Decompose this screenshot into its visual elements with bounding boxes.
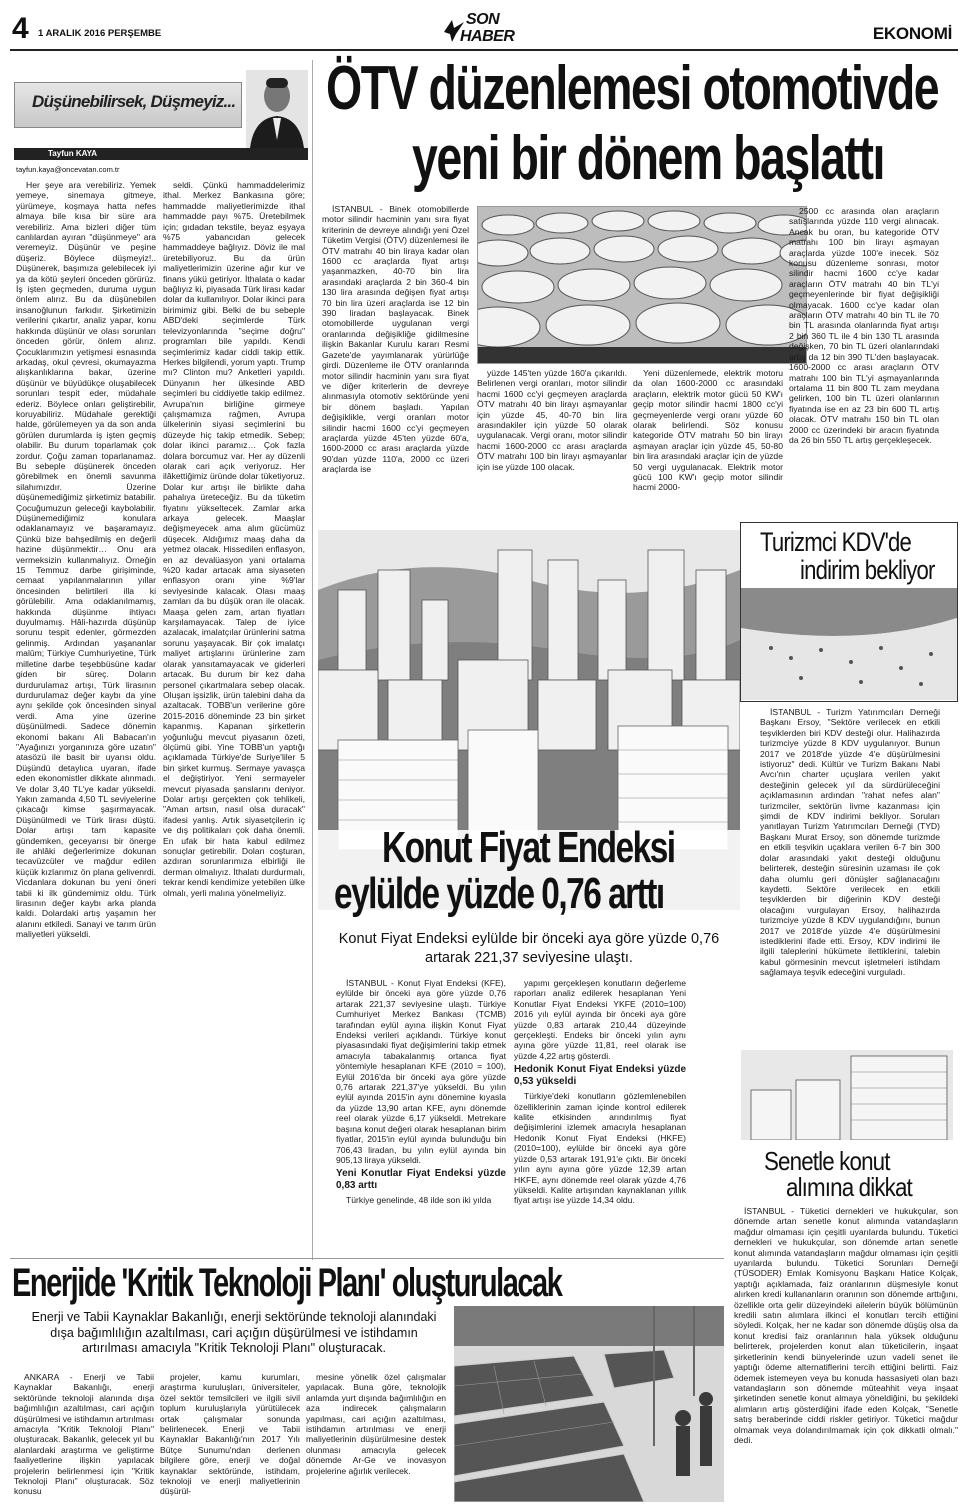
page-number: 4 bbox=[12, 12, 29, 45]
column-body-1 bbox=[16, 180, 156, 1232]
konut-headline-1: Konut Fiyat Endeksi bbox=[382, 823, 675, 872]
konut-subhead: Konut Fiyat Endeksi eylülde bir önceki aya göre yüzde 0,76 artarak 221,37 seviyesine ulaştı. bbox=[338, 931, 720, 966]
senet-body bbox=[734, 1206, 958, 1502]
otv-text-1: İSTANBUL - Binek otomobillerde motor silindir hacminin yanı sıra fiyat kriterinin de devreye alındığı yeni Özel Tüketim Vergisi (ÖTV) düzenlemesi ile ÖTV matrahı 40 bin liraya kadar olan 1600 cc araçlarda fiyat artışı yaşanmazken, 40-70 bin lira arasındaki araçlarda 2 bin 360-4 bin 130 lira arasında değişen fiyat artışı 70 bin lira üzeri araçlarda ise 12 bin 390 liradan başlayacak. Binek otomobillerde uygulanan vergi oranlarında değişikliğe gidilmesine ilişkin Bakanlar Kurulu kararı Resmi Gazete'de yayımlanarak yürürlüğe girdi. Düzenleme ile ÖTV oranlarında motor silindir hacminin yanı sıra fiyat ve diğer kriterlerin de devreye alınmasıyla otomotiv sektöründe yeni bir dönem başladı. Yapılan değişiklikle, vergi oranları motor silindir hacmi 1600 cc'yi geçmeyen araçlarda yüzde 45'ten yüzde 60'a, 1600-2000 cc arası araçlarda yüzde 90'dan yüzde 110'a, 2000 cc üzeri araçlarda ise bbox=[322, 204, 469, 475]
housing-photo bbox=[741, 1050, 953, 1140]
turizm-text: İSTANBUL - Turizm Yatırımcıları Derneği Başkanı Ersoy, "Sektöre verilecek en etkili teşviklerden biri KDV desteği olur. Halihazırda turizmciye yüzde 8 KDV uygulanıyor. Bunun 2017 ve 2018'de yüzde 4'e düşürülmesini istiyoruz" dedi. Kültür ve Turizm Bakanı Nabi Avcı'nın charter uçuşlara verilen yakıt desteğinin gelecek yıl da sürdürüleceğini açıklamasının ardından "rahat nefes alan" turizmciler, sektörün livme kazanması için şimdi de KDV indirimi bekliyor. Soruları yanıtlayan Turizm Yatırımcıları Derneği (TYD) Başkanı Murat Ersoy, son dönemde turizmde en etkili teşvikin uçaklara verilen 6-7 bin 300 dolar arasındaki yakıt desteği olduğunu belirterek, desteğin süresinin uzaması ile çok daha olumlu geri dönüşler sağlanacağını kaydetti. Sektöre verilecek en etkili teşviklerden bir diğerinin KDV desteği olacağını vurgulayan Ersoy, halihazırda turizmciye yüzde 8 KDV uygulandığını, bunun 2017 ve 2018'de yüzde 4'e düşürülmesini istediklerini ifade etti. Ersoy, KDV indirimi ile ilgili taleplerini hükümete ilettiklerini, talebin kabul görmesinin mevcut işletmeleri istihdam sağlamaya teşvik edeceğini vurguladı. bbox=[760, 707, 940, 978]
cars-photo bbox=[477, 206, 807, 364]
column-header bbox=[14, 70, 306, 160]
senet-text: İSTANBUL - Tüketici dernekleri ve hukukçular, son dönemde artan senetle konut alımında vatandaşların mağdur olmaması için çeşitli uyarılarda bulundu. Tüketici dernekleri ve hukukçular, son dönemde artan senetle konut alımında vatandaşların mağdur olmaması için çeşitli uyarılarda bulundu. Tüketici Sorunları Derneği (TÜSODER) Emlak Komisyonu Başkanı Hatice Kolçak, yaptığı açıklamada, faiz oranlarının düşmesiyle konut alırken kredi kullananların oranının son dönemde arttığını, özellikle orta gelir düzeyindeki ailelerin büyük bölümünün kredili satın alımlara ilkinci el konutları tercih ettiğini söyledi. Kolçak, her ne kadar son dönemde düşüş olsa da konut kredisi faiz oranlarının hala yüksek olduğunu belirterek, projelerden konut alan tüketicilerin, inşaat şirketlerinin kendi bünyelerinde uzun vadeli senet ile yaptığı ödeme alternatiflerini tercih ettiğini belirtti. Faiz ödemek istemeyen veya bu konuda hassasiyeti olan bazı vatandaşların son dönemde müteahhit veya inşaat şirketinden senetle konut almaya yöneldiğini, bu şekildeki alımların artış gösterdiğini ifade eden Kolçak, "Senetle satış beraberinde ciddi riskler getiriyor. Tüketici mağdur olmamak veya dolandırılmamak için çok dikkatli olmalı." dedi. bbox=[734, 1206, 958, 1445]
logo-bottom: HABER bbox=[460, 28, 515, 45]
enerji-top-rule bbox=[10, 1258, 724, 1259]
author-email: tayfun.kaya@oncevatan.com.tr bbox=[16, 165, 120, 174]
senet-headline-2: alımına dikkat bbox=[786, 1172, 912, 1202]
author-photo bbox=[246, 70, 308, 148]
column-text-1: Her şeye ara verebiliriz. Yemek yemeye, sinemaya gitmeye, yürümeye, koşmaya hatta nefes almaya bile kısa bir süre ara verebiliriz. Ama bizleri diğer tüm canlılardan ayıran "düşünmeye" ara veremeyiz. Düşünür ve peşine düşeriz. Böylece düşmeyiz!.. Düşünerek, başımıza gelebilecek iyi ya da kötü şeyleri önceden görürüz. İş işten geçmeden, duruma uygun önlem alırız. Bu da düşünebilen insanoğlunun farkıdır. Şirketimizin verilerini çıkartır, analiz yapar, konu hakkında düşünür ve olası sorunları önceden görür, önlem alırız. Çocuklarımızın yetişmesi esnasında arkadaş, okul çevresi, okumayazma alışkanlıklarına bakar, üzerine düşünür ve büyüdükçe oluşabilecek sorunları tespit eder, müdahale ederiz. Böylece onları geliştirebilir, koruyabiliriz. Müdahale gerektiği halde, görülemeyen ya da son anda görülen durumlarda iş işten geçmiş olabilir. Bu durum toparlamak çok zordur. Çoğu zaman toparlanamaz. Bu sebeple düşünerek önceden görebilmek en önemli savunma silahımızdır. Üzerine düşünemediğimiz şirketimiz batabilir. Çocuğumuzun geleceği kaybolabilir. Düşünemediğimiz konulara odaklanamayız ve başaramayız. Çünkü bize bahşedilmiş en değerli hazine düşünmektir… Onu ara vermeksizin kullanmalıyız. Örneğin 15 Temmuz darbe girişiminde, cemaat yapılanmalarının yıllar öncesinden belirtileri illa ki görülebilir. Ama odaklanılmamış, hakkında düşünme ihtiyacı duyulmamış. Hâli-hazırda düşünüp sorunu tespit edenler, görmezden gelinmiş. Ardından yaşananlar malûm; Türkiye Cumhuriyetine, Türk milletine darbe teşebbüsüne kadar giden bir süreç. Doların durdurulamaz artışı, Türk lirasının durdurulamaz değer kaybı da yine aynı şekilde çok öncesinden sinyal verdi. Ama yine üzerine düşünülmedi. Sadece dönemin ekonomi bakanı Ali Babacan'ın "Ayağınızı yorganınıza göre uzatın" atasözü ile basit bir uyarısı oldu. Düşündü detaylıca uyaran, ifade eden ekonomistler dikkate alınmadı. Ve dolar 3,40 TL'ye kadar yükseldi. Yakın zamanda 4,50 TL seviyelerine çıkacağı kimse şaşırmayacak. Düşünülmedi ve Türk lirası düştü. Dolar artışı tam kapasite gündemken, geceyarısı bir önerge ile ahlâki değerlerimize dokunan tecavüzcüler ve mağdur edilen küçük kızlarımız ön plana gelivenrdi. Vicdanlara dokunan bu yeni öneri tabii ki ilk gündemimiz oldu. Türk lirasının değer kaybı arka planda kaldı. Dolardaki artış yaşamın her alanını etkiledi. Sanayi ve tarım ürün maliyetleri yükseldi. bbox=[16, 180, 156, 940]
page-header bbox=[0, 0, 968, 52]
enerji-col-2 bbox=[160, 1372, 300, 1502]
turizm-headline-2: indirim bekliyor bbox=[800, 555, 935, 585]
otv-text-2: yüzde 145'ten yüzde 160'a çıkarıldı. Belirlenen vergi oranları, motor silindir hacmi 1600 cc'yi geçmeyen araçlarda ÖTV matrahı 40 bin lirayı aşmayanlar için yüzde 45, 40-70 bin lira arasındakiler için yüzde 50 olarak uygulanacak. Vergi oranı, motor silindir hacmi 1600-2000 cc arası araçlarda ÖTV matrahı 100 bin lirayı aşmayanlar için ise yüzde 100 olacak. bbox=[477, 368, 627, 472]
enerji-col-3 bbox=[306, 1372, 446, 1502]
newspaper-logo bbox=[442, 12, 526, 48]
enerji-text-3: mesine yönelik özel çalışmalar yapılacak. Buna göre, teknolojik anlamda yurt dışında bağımlılığın en aza indirecek çalışmaların yapılması, cari açığın azaltılması, istihdamın artırılması ve enerji maliyetlerinin düşürülmesine destek olunması amacıyla gelecek dönemde Ar-Ge ve inovasyon projelerine ağırlık verilecek. bbox=[306, 1372, 446, 1476]
konut-col-2 bbox=[514, 978, 686, 1256]
otv-text-3: Yeni düzenlemede, elektrik motoru da olan 1600-2000 cc arasındaki araçların, elektrik motor gücü 50 KW'ı geçip motor silindir hacmi 1800 cc'yi geçmeyenlerde vergi oranı yüzde 60 olarak belirlendi. Söz konusu kategoride ÖTV matrahı 50 bin lirayı aşmayan araçlar için yüzde 45, 50-80 bin lira arasındaki araçlar için de yüzde 50 vergi uygulanacak. Elektrik motor gücü 100 KW'ı geçip motor silindir hacmi 2000- bbox=[633, 368, 783, 493]
konut-text-1b: Türkiye genelinde, 48 ilde son iki yılda bbox=[346, 1195, 492, 1206]
otv-headline-2: yeni bir dönem başlattı bbox=[412, 124, 884, 193]
header-rule bbox=[10, 49, 958, 51]
konut-col-1 bbox=[336, 978, 506, 1256]
enerji-col-1 bbox=[14, 1372, 154, 1502]
otv-col-1 bbox=[322, 204, 469, 516]
column-divider bbox=[312, 60, 313, 1260]
enerji-text-2: projeler, kamu kurumları, araştırma kuruluşları, üniversiteler, özel sektör temsilcileri ve ilgili sivil toplum kuruluşlarıyla yürütülecek ortak çalışmalar sonunda belirlenecek. Enerji ve Tabii Kaynaklar Bakanlığı'nın 2017 Yılı Bütçe Sunumu'ndan derlenen bilgilere göre, enerji ve doğal kaynaklar sektöründe, istihdam, teknoloji ve enerji maliyetlerinin düşürül- bbox=[160, 1372, 300, 1497]
section-label: EKONOMİ bbox=[872, 24, 952, 43]
column-title: Düşünebilirsek, Düşmeyiz... bbox=[32, 92, 236, 111]
konut-subheading-1: Yeni Konutlar Fiyat Endeksi yüzde 0,83 arttı bbox=[336, 1168, 506, 1191]
konut-text-1: İSTANBUL - Konut Fiyat Endeksi (KFE), eylülde bir önceki aya göre yüzde 0,76 artarak 221,37 seviyesine ulaştı. Türkiye Cumhuriyet Merkez Bankası (TCMB) tarafından eylül ayına ilişkin Konut Fiyat Endeksi verileri açıklandı. Türkiye konut piyasasındaki fiyat değişimlerini takip etmek amacıyla tabakalanmış ortanca fiyat yöntemiyle hesaplanan KFE (2010 = 100), Eylül 2016'da bir önceki aya göre yüzde 0,76 artarak 221,37'ye yükseldi. Bu yılın eylül ayında 2015'in aynı dönemine kıyasla da yüzde 13,90 artan KFE, aynı dönemde reel olarak yüzde 6,17 yükseldi. Metrekare başına konut değeri olarak hesaplanan birim fiyatlar, 2015'in eylül ayında bulunduğu bin 706,43 liradan, bu yılın eylül ayında bin 905,13 liraya yükseldi. bbox=[336, 978, 506, 1165]
otv-col-4 bbox=[789, 206, 939, 516]
beach-photo bbox=[741, 588, 957, 700]
enerji-text-1: ANKARA - Enerji ve Tabii Kaynaklar Bakanlığı, enerji sektöründe teknoloji alanında dışa bağımlılığın azaltılması, cari açığın düşürülmesi ve istihdamın artırılması amacıyla "Kritik Teknoloji Planı" oluşturacak. Bakanlık, gelecek yıl bu alanlardaki araştırma ve geliştirme faaliyetlerine ilişkin yapılacak projelerin belirlenmesi için "Kritik Teknoloji Planı" oluşturacak. Söz konusu bbox=[14, 1372, 154, 1497]
author-name: Tayfun KAYA bbox=[48, 149, 98, 158]
enerji-subhead: Enerji ve Tabii Kaynaklar Bakanlığı, enerji sektöründe teknoloji alanındaki dışa bağımlılığın azaltılması, cari açığın düşürülmesi ve istihdamın artırılması amacıyla "Kritik Teknoloji Planı" oluşturacak. bbox=[31, 1310, 437, 1355]
konut-headline-2: eylülde yüzde 0,76 arttı bbox=[334, 869, 664, 918]
senet-headline-1: Senetle konut bbox=[764, 1146, 890, 1176]
otv-headline-1: ÖTV düzenlemesi otomotivde bbox=[326, 54, 939, 123]
turizm-body bbox=[760, 707, 940, 1035]
column-body-2 bbox=[163, 180, 305, 1232]
konut-text-2b: Türkiye'deki konutların gözlemlenebilen özelliklerinin zaman içinde kontrol edilerek kalite etkisinden arındırılmış fiyat değişimlerini izlemek amacıyla hesaplanan Hedonik Konut Fiyat Endeksi (HKFE) (2010=100), eylülde bir önceki aya göre yüzde 0,53 artarak 191,91'e çıktı. Bir önceki yılın aynı ayına göre yüzde 12,39 artan HKFE, aynı dönemde reel olarak yüzde 4,76 yükseldi. Kalite artışından kaynaklanan yıllık fiyat artışı ise yüzde 14,34 oldu. bbox=[514, 1091, 686, 1206]
otv-col-2 bbox=[477, 368, 627, 516]
logo-top: SON bbox=[466, 11, 500, 28]
otv-col-3 bbox=[633, 368, 783, 516]
turizm-headline-1: Turizmci KDV'de bbox=[760, 527, 912, 557]
otv-text-4: 2500 cc arasında olan araçların satışlarında yüzde 110 vergi alınacak. Ancak bu oran, bu kategoride ÖTV matrahı 100 bin lirayı aşmayan araçlarda yüzde 100'e inecek. Söz konusu düzenleme sonrası, motor silindir hacmi 1600 cc'ye kadar araçların ÖTV matrahı 40 bin TL'yi geçmeyenlerinde bir fiyat değişikliği olmayacak. 1600 cc'ye kadar olan araçların ÖTV matrahı 40 bin TL ile 70 bin TL arasında olanlarında fiyat artışı 2 bin 360 TL ile 4 bin 130 TL arasında değişken, 70 bin TL üzeri olanlarındaki artış da 12 bin 390 TL'den başlayacak. 1600-2000 cc arası araçların ÖTV matrahı 100 bin TL'yi aşmayanlarında ortalama 11 bin 800 TL zam meydana gelirken, 100 bin TL üzeri olanlarının fiyatında ise en az 23 bin 600 TL artış olacak. ÖTV matrahı 150 bin TL olan 2000 cc üzerindeki bir aracın fiyatında da 26 bin 550 TL artış gerçekleşecek. bbox=[789, 206, 939, 445]
enerji-headline: Enerjide 'Kritik Teknoloji Planı' oluşturulacak bbox=[12, 1261, 562, 1305]
column-text-2: seldi. Çünkü hammaddelerimiz ithal. Merkez Bankasına göre; hammadde maliyetlerimizde ithal hammadde payı %75. Üretebilmek için; gıdadan tekstile, beyaz eşyaya %75 yabancıdan gelecek hammaddeye bağlıyız. Döviz ile mal üretebiliyoruz. Bu da ürün maliyetlerimizin üzerine ağır kur ve finans yükü getiriyor. İthalata o kadar bağlıyız ki, piyasada Türk lirası kadar dolar da kullanılıyor. Dolar ikinci para birimimiz gibi. Belki de bu sebeple ABD'deki seçimlerde Türk televizyonlarında "seçime doğru" programları bile yapıldı. Kendi seçimlerimiz kadar ciddi takip ettik. Herkes bilgilendi, yorum yaptı. Trump mı? Clinton mu? Anketleri yapıldı. Dünyanın her ülkesinde ABD seçimleri bu ciddiyetle takip edilmez. Avrupa'nın birliğine girmeye çalışmamıza rağmen, Avrupa ülkelerinin siyasi seçimlerini bu düzeyde hiç takip etmedik. Sebep; dolar ikinci paramız… Çok fazla dolara borcumuz var. Her ay düzenli olarak cari açık veriyoruz. Her ilâkettiğimiz üründe dolar tüketiyoruz. Dolar kur artışı ile birlikte daha pahalıya üreteceğiz. Bu da tüketim fiyatını yükseltecek. Zamlar arka arkaya gelecek. Maaşlar değişmeyecek ama alım gücümüz düşecek. Aldığımız maaş daha da yetmez olacak. Hissedilen enflasyon, en az devalüasyon yani ortalama %20 kadar artacak ama siyaseten enflasyon oranı yine %9'lar seviyesinde kalacak. Olası maaş zamları da bu düşük oran ile olacak. Maaşa gelen zam, artan fiyatları karşılamayacak. Talep de iyice azalacak, imalatçılar ürünlerini satma sorunu yaşayacak. Bir çok imalatçı maliyet artışlarını ürünlerine zam olarak yansıtamayacak ve giderleri artacak. Bu durum bir kez daha personel çıkartmalara sebep olacak. Oluşan işsizlik, ürün talebini daha da azaltacak. TOBB'un verilerine göre 2015-2016 döneminde 23 bin şirket kapanmış. Kapanan şirketlerin yoğunluğu mevcut piyasanın özeti, ölçümü gibi. Yine TOBB'un yaptığı açıklamada Türkiye'de Suriye'liler 5 bin şirket kurmuş. Sermaye yavaşça el değiştiriyor. Yeni sermayeler mevcut piyasada şanslarını deniyor. Dolar artışı gerçekten çok tehlikeli, "Aman artsın, nasıl olsa duracak" ifadesi yanlış. Artık siyasetçilerin iç ve dış politikaları çok daha önemli. En ufak bir hata kabul edilmez sonuçlar getirebilir. Doları coşturan, azdıran sorunlarımıza elbirliği ile derman olmalıyız. İthalatı durdurmalı, tekrar kendi kendimize yetebilen ülke olmalı, yerli malına yönelmeliyiz. bbox=[163, 180, 305, 898]
konut-subheading-2: Hedonik Konut Fiyat Endeksi yüzde 0,53 yükseldi bbox=[514, 1064, 686, 1087]
issue-date: 1 ARALIK 2016 PERŞEMBE bbox=[38, 28, 162, 39]
konut-text-2: yapımı gerçekleşen konutların değerleme raporları analiz edilerek hesaplanan Yeni Konutlar Fiyat Endeksi YKFE (2010=100) 2016 yılı eylül ayında bir önceki aya göre yüzde 0,83 artarak 210,44 düzeyinde gerçekleşti. Endeks bir önceki yılın aynı ayına göre yüzde 11,81, reel olarak ise yüzde 4,22 artış gösterdi. bbox=[514, 978, 686, 1061]
solar-panels-photo bbox=[454, 1306, 724, 1502]
